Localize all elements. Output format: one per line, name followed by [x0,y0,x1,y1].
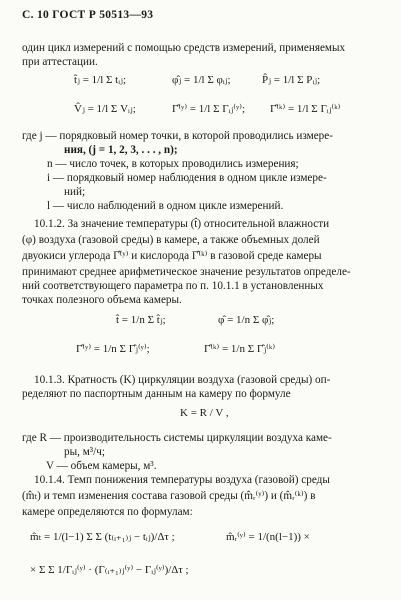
page-header: С. 10 ГОСТ Р 50513—93 [22,9,154,21]
formula-m-t: m̂ₜ = 1/(l−1) Σ Σ (t₍ᵢ₊₁₎ⱼ − tᵢⱼ)/Δτ ; [30,531,175,543]
intro-line-2: при аттестации. [22,56,98,68]
def-i-line-2: ний; [64,186,86,198]
p1012-line-1: 10.1.2. За значение температуры (t̂) относительной влажности [34,218,330,230]
def-i-line-1: i — порядковый номер наблюдения в одном цикле измере- [47,172,327,184]
def-r-line-1: где R — производительность системы циркуляции воздуха каме- [22,432,332,444]
formula-gamma-y-mean: Γ̂⁽ʸ⁾ = 1/n Σ Γ̂ⱼ⁽ʸ⁾; [76,343,150,355]
formula-m-r-y: m̂ᵣ⁽ʸ⁾ = 1/(n(l−1)) × [226,531,310,543]
formula-p-j: P̂ⱼ = 1/l Σ Pᵢⱼ; [262,74,321,86]
formula-gamma-k-j: Γ̂⁽ᵏ⁾ = 1/l Σ Γᵢⱼ⁽ᵏ⁾ [270,103,341,115]
p1012-line-3: двуокиси углерода Γ̂⁽ʸ⁾ и кислорода Γ̂⁽ᵏ⁾ в газовой среде камеры [22,250,322,262]
formula-phi-j: φ̂ⱼ = 1/l Σ φᵢⱼ; [172,74,231,86]
p1012-line-5: ний соответствующего параметра по п. 10.1.1 в установленных [22,280,324,292]
p1014-line-2: (m̂ₜ) и темп изменения состава газовой среды (m̂ᵣ⁽ʸ⁾) и (m̂ᵣ⁽ᵏ⁾) в [22,490,316,502]
p1012-line-2: (φ) воздуха (газовой среды) в камере, а также объемных долей [22,234,320,246]
def-v: V — объем камеры, м³. [46,460,157,472]
intro-line-1: один цикл измерений с помощью средств измерений, применяемых [22,42,346,54]
p1013-line-1: 10.1.3. Кратность (K) циркуляции воздуха (газовой среды) оп- [34,374,331,386]
p1012-line-4: принимают среднее арифметическое значение результатов определе- [22,266,351,278]
def-j-line-2: ния, (j = 1, 2, 3, . . . , n); [64,144,178,156]
formula-m-r-y-continued: × Σ Σ 1/Γᵢⱼ⁽ʸ⁾ · (Γ₍ᵢ₊₁₎ⱼ⁽ʸ⁾ − Γᵢⱼ⁽ʸ⁾)/Δτ ; [30,564,189,576]
formula-t-j: t̂ⱼ = 1/l Σ tᵢⱼ; [74,74,126,86]
p1014-line-1: 10.1.4. Темп понижения температуры воздуха (газовой) среды [34,474,330,486]
def-j-line-1: где j — порядковый номер точки, в которой проводились измере- [22,130,333,142]
p1013-line-2: ределяют по паспортным данным на камеру по формуле [22,388,291,400]
formula-v-j: V̂ⱼ = 1/l Σ Vᵢⱼ; [74,103,136,115]
def-l: l — число наблюдений в одном цикле измерений. [47,200,284,212]
formula-gamma-k-mean: Γ̂⁽ᵏ⁾ = 1/n Σ Γ̂ⱼ⁽ᵏ⁾ [204,343,276,355]
formula-t-mean: t̂ = 1/n Σ t̂ⱼ; [116,314,166,326]
def-n: n — число точек, в которых проводились измерения; [47,158,299,170]
formula-gamma-y-j: Γ̂⁽ʸ⁾ = 1/l Σ Γᵢⱼ⁽ʸ⁾; [172,103,246,115]
p1014-line-3: камере определяются по формулам: [22,506,193,518]
p1012-line-6: точках полезного объема камеры. [22,294,182,306]
def-r-line-2: ры, м³/ч; [64,446,105,458]
formula-k: K = R / V , [180,407,229,419]
formula-phi-mean: φ̂ = 1/n Σ φ̂ⱼ; [218,314,275,326]
